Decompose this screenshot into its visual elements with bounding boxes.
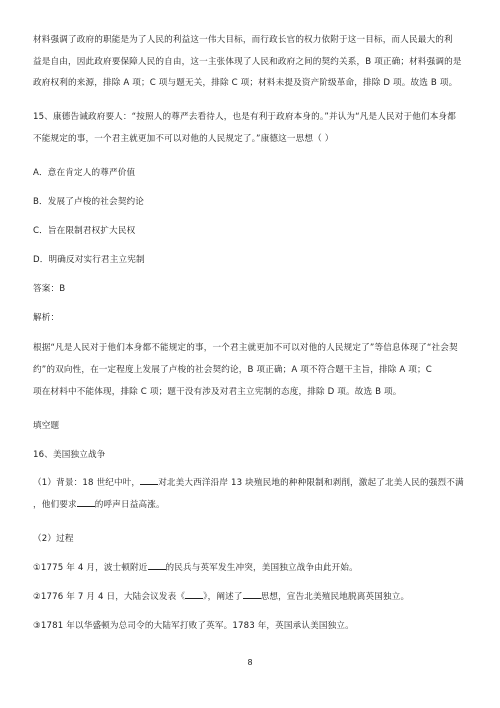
q16-p1-text-a: ①1775 年 4 月，波士顿附近 — [33, 563, 148, 573]
q15-option-a: A．意在肯定人的尊严价值 — [33, 168, 136, 178]
section-title: 填空题 — [33, 421, 60, 431]
q15-stem-line-2: 不能规定的事，一个君主就更加不可以对他的人民规定了。”康德这一思想（ ） — [33, 134, 334, 144]
q16-p2-text-a: ②1776 年 7 月 4 日，大陆会议发表《 — [33, 592, 186, 602]
q16-bg-text-1b: 对北美大西洋沿岸 13 块殖民地的种种限制和剥削，激起了北美人民的强烈不满 — [158, 478, 464, 488]
q15-option-c: C．旨在限制君权扩大民权 — [33, 226, 136, 236]
q16-p1-text-b: 的民兵与英军发生冲突，美国独立战争由此开始。 — [165, 563, 358, 573]
q16-bg-text-2b: 的呼声日益高涨。 — [94, 500, 165, 510]
q16-background-line-2 — [33, 498, 165, 510]
fill-blank[interactable] — [185, 590, 203, 599]
q16-process-item-2 — [33, 590, 409, 602]
q16-background-line-1 — [33, 476, 464, 488]
q16-bg-text-2a: ，他们要求 — [33, 500, 77, 510]
q16-title: 16、美国独立战争 — [33, 450, 106, 460]
q15-analysis-label: 解析： — [33, 313, 60, 323]
q16-process-item-3: ③1781 年以华盛顿为总司令的大陆军打败了英军。1783 年，英国承认美国独立。 — [33, 621, 354, 631]
q16-process-heading: （2）过程 — [33, 534, 74, 544]
q15-analysis-line-2: 约”的双向性，在一定程度上发展了卢梭的社会契约论，B 项正确；A 项不符合题干主旨，排除 A 项；C — [33, 365, 432, 375]
q15-answer: 答案：B — [33, 284, 66, 294]
intro-line-1: 材料强调了政府的职能是为了人民的利益这一伟大目标，而行政长官的权力依附于这一目标，而人民最大的利 — [33, 35, 453, 45]
intro-line-3: 政府权利的来源，排除 A 项；C 项与题无关，排除 C 项；材料未提及资产阶级革命，排除 D 项。故选 B 项。 — [33, 78, 458, 88]
q16-p2-text-b: 》，阐述了 — [203, 592, 243, 602]
q15-option-b: B．发展了卢梭的社会契约论 — [33, 197, 144, 207]
intro-line-2: 益是自由，因此政府要保障人民的自由，这一主张体现了人民和政府之间的契约关系，B 项正确；材料强调的是 — [33, 57, 462, 67]
q16-process-item-1 — [33, 561, 358, 573]
q15-option-d: D．明确反对实行君主立宪制 — [33, 255, 145, 265]
q16-p2-text-c: 思想，宣告北美殖民地脱离英国独立。 — [260, 592, 410, 602]
fill-blank[interactable] — [148, 561, 166, 570]
q15-stem-line-1: 15、康德告诫政府要人：“按照人的尊严去看待人，也是有利于政府本身的。”并认为“凡是人民对于他们本身都 — [33, 112, 456, 122]
fill-blank[interactable] — [243, 590, 261, 599]
page-number: 8 — [247, 658, 253, 667]
q15-analysis-line-3: 项在材料中不能体现，排除 C 项；题干没有涉及对君主立宪制的态度，排除 D 项。故选 B 项。 — [33, 387, 402, 397]
q16-bg-text-1a: （1）背景：18 世纪中叶， — [33, 478, 141, 488]
fill-blank[interactable] — [77, 498, 95, 507]
q15-analysis-line-1: 根据“凡是人民对于他们本身都不能规定的事，一个君主就更加不可以对他的人民规定了”等信息体现了“社会契 — [33, 343, 458, 353]
fill-blank[interactable] — [140, 476, 158, 485]
